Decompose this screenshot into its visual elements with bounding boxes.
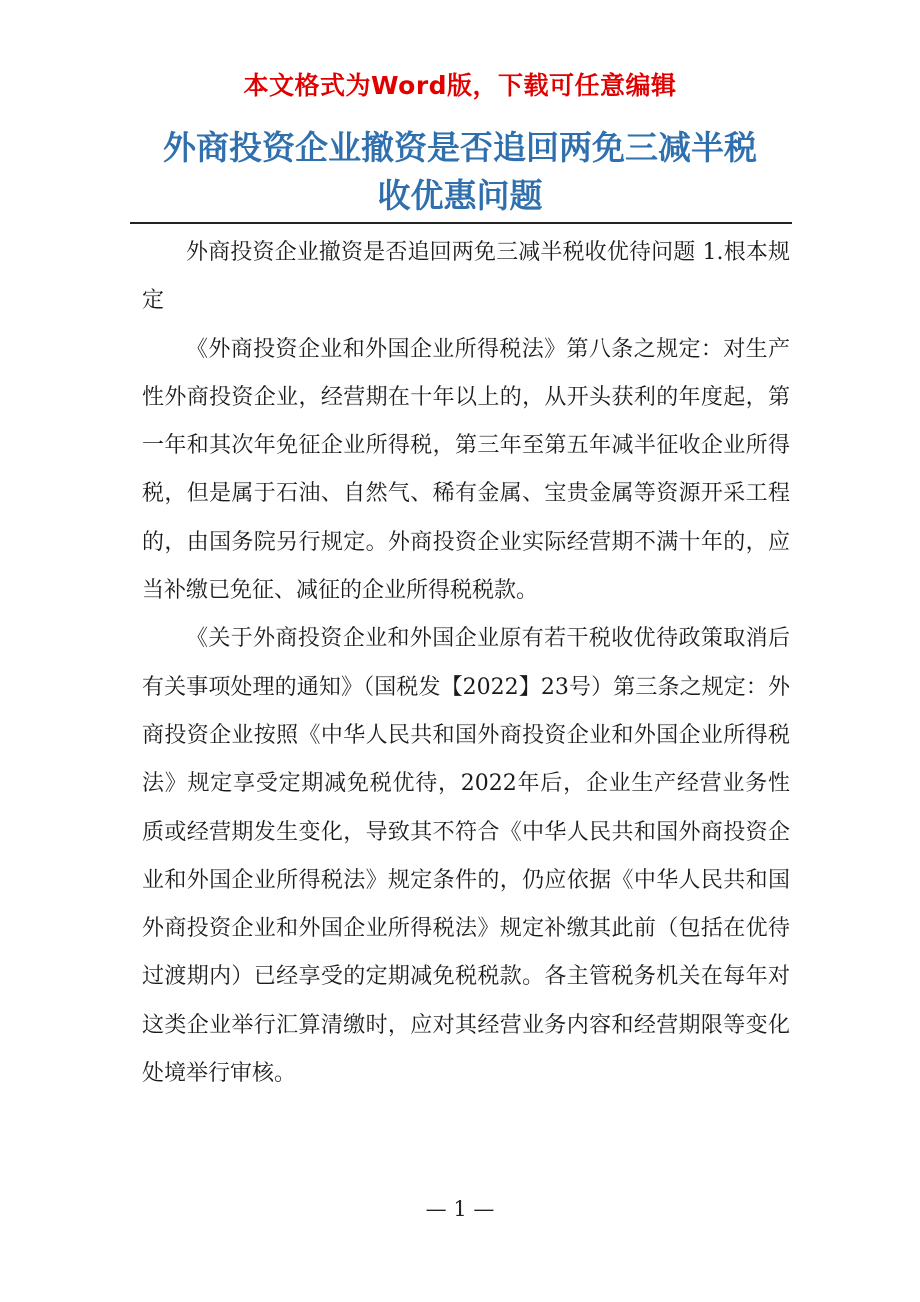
document-title xyxy=(100,124,820,220)
paragraph-tax-law-article-8: 《外商投资企业和外国企业所得税法》第八条之规定：对生产性外商投资企业，经营期在十年以上的，从开头获利的年度起，第一年和其次年免征企业所得税，第三年至第五年减半征收企业所得税，但是属于石油、自然气、稀有金属、宝贵金属等资源开采工程的，由国务院另行规定。外商投资企业实际经营期不满十年的，应当补缴已免征、减征的企业所得税税款。 xyxy=(142,336,790,604)
title-divider xyxy=(130,222,792,224)
title-line-2: 收优惠问题 xyxy=(377,176,543,215)
title-line-1: 外商投资企业撤资是否追回两免三减半税 xyxy=(163,128,757,167)
document-body xyxy=(142,229,790,1098)
format-notice-banner: 本文格式为Word版，下载可任意编辑 xyxy=(243,71,677,100)
paragraph-notice-article-3: 《关于外商投资企业和外国企业原有若干税收优待政策取消后有关事项处理的通知》（国税发【2022】23号）第三条之规定：外商投资企业按照《中华人民共和国外商投资企业和外国企业所得税法》规定享受定期减免税优待，2022年后，企业生产经营业务性质或经营期发生变化，导致其不符合《中华人民共和国外商投资企业和外国企业所得税法》规定条件的，仍应依据《中华人民共和国外商投资企业和外国企业所得税法》规定补缴其此前（包括在优待过渡期内）已经享受的定期减免税税款。各主管税务机关在每年对这类企业举行汇算清缴时，应对其经营业务内容和经营期限等变化处境举行审核。 xyxy=(142,626,791,1087)
paragraph-intro: 外商投资企业撤资是否追回两免三减半税收优待问题 1.根本规定 xyxy=(142,240,790,314)
page-number: — 1 — xyxy=(425,1197,495,1221)
